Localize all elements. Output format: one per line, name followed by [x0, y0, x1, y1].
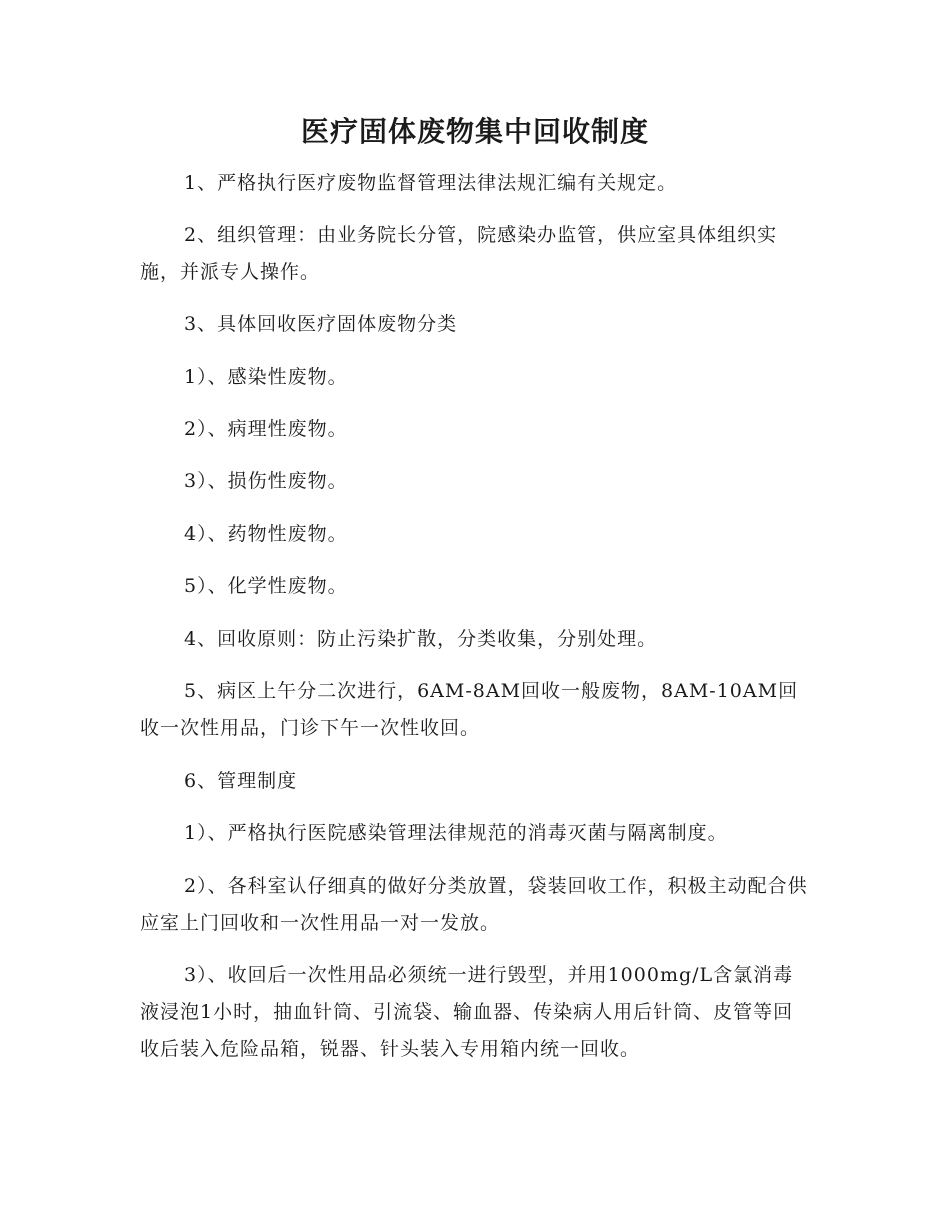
list-item-destruction: 3）、收回后一次性用品必须统一进行毁型，并用1000mg/L含氯消毒液浸泡1小时，抽血针筒、引流袋、输血器、传染病人用后针筒、皮管等回收后装入危险品箱，锐器、针头装入专用箱内统一回收。 [140, 964, 794, 1060]
paragraph-management-heading: 6、管理制度 [184, 770, 298, 792]
paragraph-schedule: 5、病区上午分二次进行，6AM-8AM回收一般废物，8AM-10AM回收一次性用品，门诊下午一次性收回。 [140, 680, 799, 739]
list-item-sorting: 2）、各科室认仔细真的做好分类放置，袋装回收工作，积极主动配合供应室上门回收和一次性用品一对一发放。 [140, 875, 808, 934]
paragraph-organization: 2、组织管理：由业务院长分管，院感染办监管，供应室具体组织实施，并派专人操作。 [140, 224, 778, 283]
list-item-injurious: 3）、损伤性废物。 [184, 470, 348, 492]
list-item-chemical: 5）、化学性废物。 [184, 575, 348, 597]
paragraph-principle: 4、回收原则：防止污染扩散，分类收集，分别处理。 [184, 628, 658, 650]
list-item-pharmaceutical: 4）、药物性废物。 [184, 523, 348, 545]
page-title: 医疗固体废物集中回收制度 [300, 115, 649, 148]
list-item-disinfection: 1）、严格执行医院感染管理法律规范的消毒灭菌与隔离制度。 [184, 822, 728, 844]
paragraph-regulation: 1、严格执行医疗废物监督管理法律法规汇编有关规定。 [184, 172, 678, 194]
paragraph-classification-heading: 3、具体回收医疗固体废物分类 [184, 313, 458, 335]
list-item-infectious: 1）、感染性废物。 [184, 366, 348, 388]
list-item-pathological: 2）、病理性废物。 [184, 418, 348, 440]
